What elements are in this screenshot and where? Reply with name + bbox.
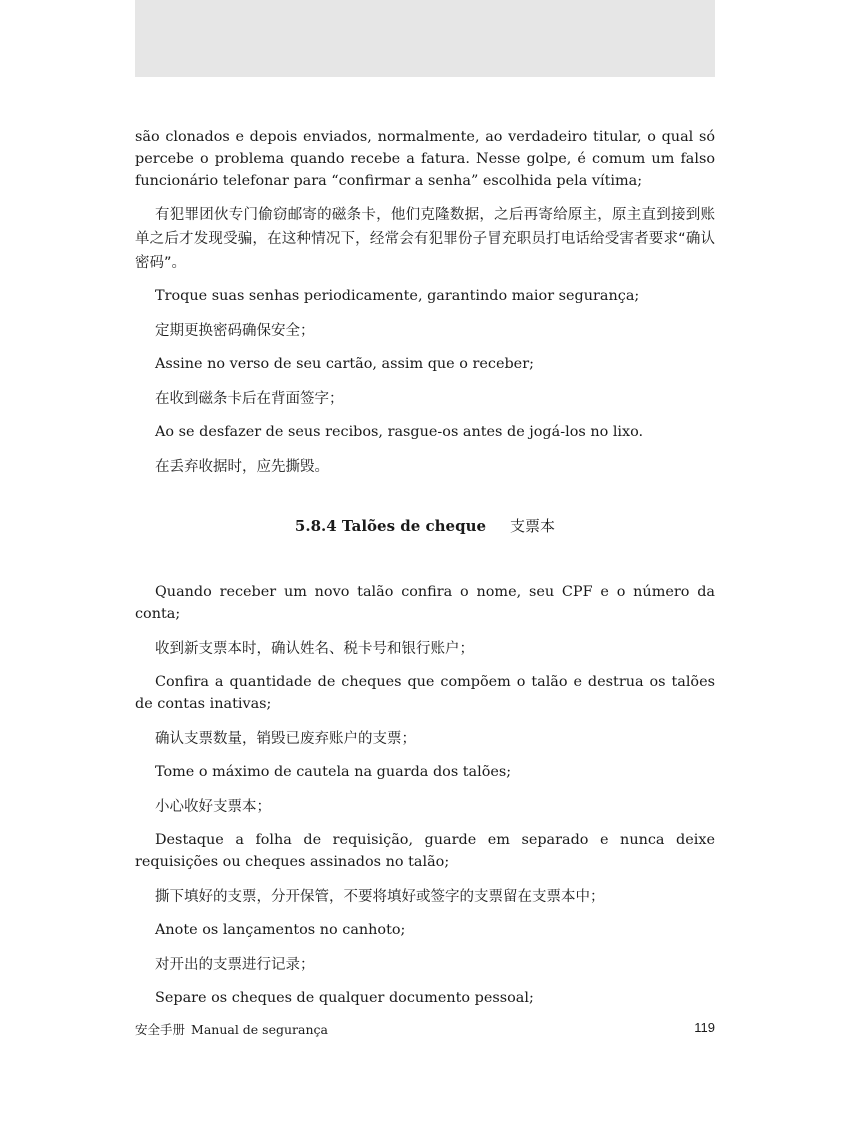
paragraph-cn: 确认支票数量，销毁已废弃账户的支票；: [155, 731, 416, 747]
paragraph-cn: 在丢弃收据时，应先撕毁。: [155, 459, 329, 475]
page-footer: [135, 1020, 715, 1042]
header-band: [135, 0, 715, 77]
section-title: 5.8.4 Talões de cheque: [294, 517, 487, 535]
paragraph: Tome o máximo de cautela na guarda dos talões;: [155, 764, 512, 780]
paragraph: são clonados e depois enviados, normalmente, ao verdadeiro titular, o qual só percebe o problema quando recebe a fatura. Nesse golpe, é comum um falso funcionário telefonar para “confirmar a senha” escolhida pela vítima;: [135, 129, 715, 189]
paragraph-cn: 小心收好支票本；: [155, 799, 271, 815]
paragraph-cn: 对开出的支票进行记录；: [155, 957, 315, 973]
paragraph: Assine no verso de seu cartão, assim que o receber;: [155, 356, 534, 372]
top-paragraphs: [135, 126, 715, 479]
paragraph: Ao se desfazer de seus recibos, rasgue-os antes de jogá-los no lixo.: [155, 424, 644, 440]
section-title-cn: 支票本: [510, 517, 556, 535]
footer-title-cn: 安全手册: [135, 1022, 186, 1037]
paragraph: Quando receber um novo talão confira o nome, seu CPF e o número da conta;: [135, 584, 715, 622]
paragraph: Destaque a folha de requisição, guarde em separado e nunca deixe requisições ou cheques assinados no talão;: [135, 832, 715, 870]
section-heading: [135, 515, 715, 537]
paragraph: Confira a quantidade de cheques que compõem o talão e destrua os talões de contas inativas;: [135, 674, 715, 712]
paragraph: Anote os lançamentos no canhoto;: [155, 922, 406, 938]
footer-title-pt: Manual de segurança: [191, 1022, 328, 1037]
paragraph-cn: 收到新支票本时，确认姓名、税卡号和银行账户；: [155, 641, 474, 657]
paragraph: Troque suas senhas periodicamente, garantindo maior segurança;: [155, 288, 640, 304]
paragraph-cn: 在收到磁条卡后在背面签字；: [155, 391, 344, 407]
footer-title: [135, 1020, 328, 1038]
paragraph-cn: 撕下填好的支票，分开保管，不要将填好或签字的支票留在支票本中；: [155, 889, 605, 905]
page-number: 119: [694, 1020, 715, 1035]
page-content: [135, 126, 715, 1021]
paragraph-cn: 定期更换密码确保安全；: [155, 323, 315, 339]
bottom-paragraphs: [135, 581, 715, 1009]
paragraph: Separe os cheques de qualquer documento pessoal;: [155, 990, 534, 1006]
paragraph-cn: 有犯罪团伙专门偷窃邮寄的磁条卡，他们克隆数据，之后再寄给原主，原主直到接到账单之后才发现受骗，在这种情况下，经常会有犯罪份子冒充职员打电话给受害者要求“确认密码”。: [135, 207, 715, 271]
